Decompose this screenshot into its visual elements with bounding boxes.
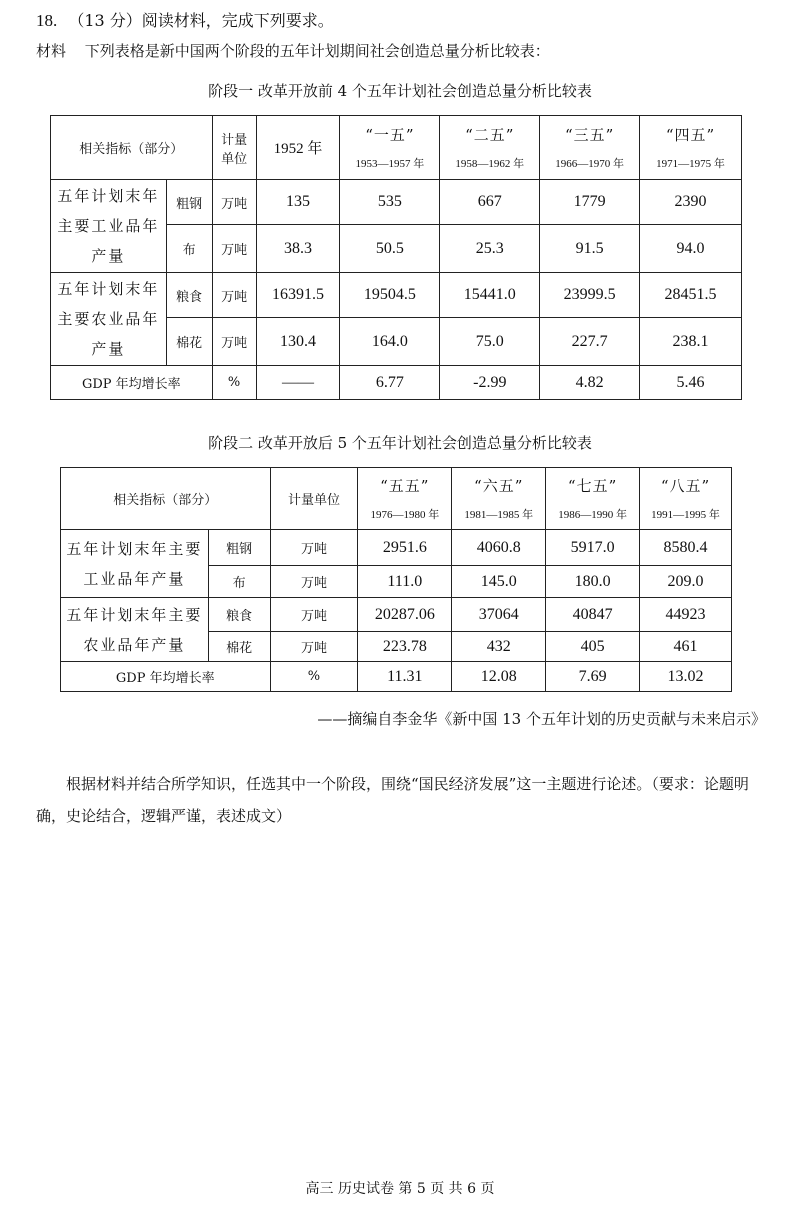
plan-header: “七五” 1986—1990 年 xyxy=(546,468,640,530)
plan-header: “八五” 1991—1995 年 xyxy=(640,468,732,530)
question-number: 18. xyxy=(36,11,58,30)
industry-category: 五年计划末年主要工业品年产量 xyxy=(51,180,167,273)
table-row: 布 万吨 111.0 145.0 180.0 209.0 xyxy=(61,566,732,598)
material-label: 材料 xyxy=(36,42,67,60)
table-row: 五年计划末年主要农业品年产量 粮食 万吨 16391.5 19504.5 15441.0 23999.5 28451.5 xyxy=(51,273,742,318)
table-stage-one xyxy=(50,115,742,400)
table-row: 五年计划末年主要农业品年产量 粮食 万吨 20287.06 37064 40847 44923 xyxy=(61,598,732,632)
unit-header: 计量单位 xyxy=(270,468,358,530)
plan-header: “三五” 1966—1970 年 xyxy=(540,116,640,180)
material-text: 下列表格是新中国两个阶段的五年计划期间社会创造总量分析比较表： xyxy=(84,42,550,60)
unit-header: 计量单位 xyxy=(212,116,256,180)
question-prompt: （13 分）阅读材料，完成下列要求。 xyxy=(68,11,334,30)
table-row: 布 万吨 38.3 50.5 25.3 91.5 94.0 xyxy=(51,225,742,273)
agri-category: 五年计划末年主要农业品年产量 xyxy=(51,273,167,366)
table-stage-two xyxy=(60,467,732,692)
table-row: 棉花 万吨 130.4 164.0 75.0 227.7 238.1 xyxy=(51,318,742,366)
table-header-row xyxy=(51,116,742,180)
year-1952-header: 1952 年 xyxy=(256,116,340,180)
table2-title: 阶段二 改革开放后 5 个五年计划社会创造总量分析比较表 xyxy=(208,434,592,452)
page-footer: 高三 历史试卷 第 5 页 共 6 页 xyxy=(305,1181,495,1197)
table-row: 五年计划末年主要工业品年产量 粗钢 万吨 135 535 667 1779 2390 xyxy=(51,180,742,225)
table-row: 棉花 万吨 223.78 432 405 461 xyxy=(61,632,732,662)
plan-header: “四五” 1971—1975 年 xyxy=(640,116,742,180)
gdp-row: GDP 年均增长率 % 11.31 12.08 7.69 13.02 xyxy=(61,662,732,692)
task-text: 根据材料并结合所学知识，任选其中一个阶段，围绕“国民经济发展”这一主题进行论述。（要求：论题明确，史论结合，逻辑严谨，表述成文） xyxy=(36,775,749,825)
plan-header: “五五” 1976—1980 年 xyxy=(358,468,452,530)
table1-title: 阶段一 改革开放前 4 个五年计划社会创造总量分析比较表 xyxy=(208,82,592,100)
source-citation: ——摘编自李金华《新中国 13 个五年计划的历史贡献与未来启示》 xyxy=(317,710,766,728)
plan-header: “一五” 1953—1957 年 xyxy=(340,116,440,180)
table-row: 五年计划末年主要工业品年产量 粗钢 万吨 2951.6 4060.8 5917.0 8580.4 xyxy=(61,530,732,566)
indicator-header: 相关指标（部分） xyxy=(51,116,213,180)
agri-category: 五年计划末年主要农业品年产量 xyxy=(61,598,209,662)
gdp-row: GDP 年均增长率 % —— 6.77 -2.99 4.82 5.46 xyxy=(51,366,742,400)
material-intro xyxy=(36,40,550,61)
industry-category: 五年计划末年主要工业品年产量 xyxy=(61,530,209,598)
table-header-row xyxy=(61,468,732,530)
question-header xyxy=(36,8,334,31)
plan-header: “二五” 1958—1962 年 xyxy=(440,116,540,180)
indicator-header: 相关指标（部分） xyxy=(61,468,271,530)
plan-header: “六五” 1981—1985 年 xyxy=(452,468,546,530)
